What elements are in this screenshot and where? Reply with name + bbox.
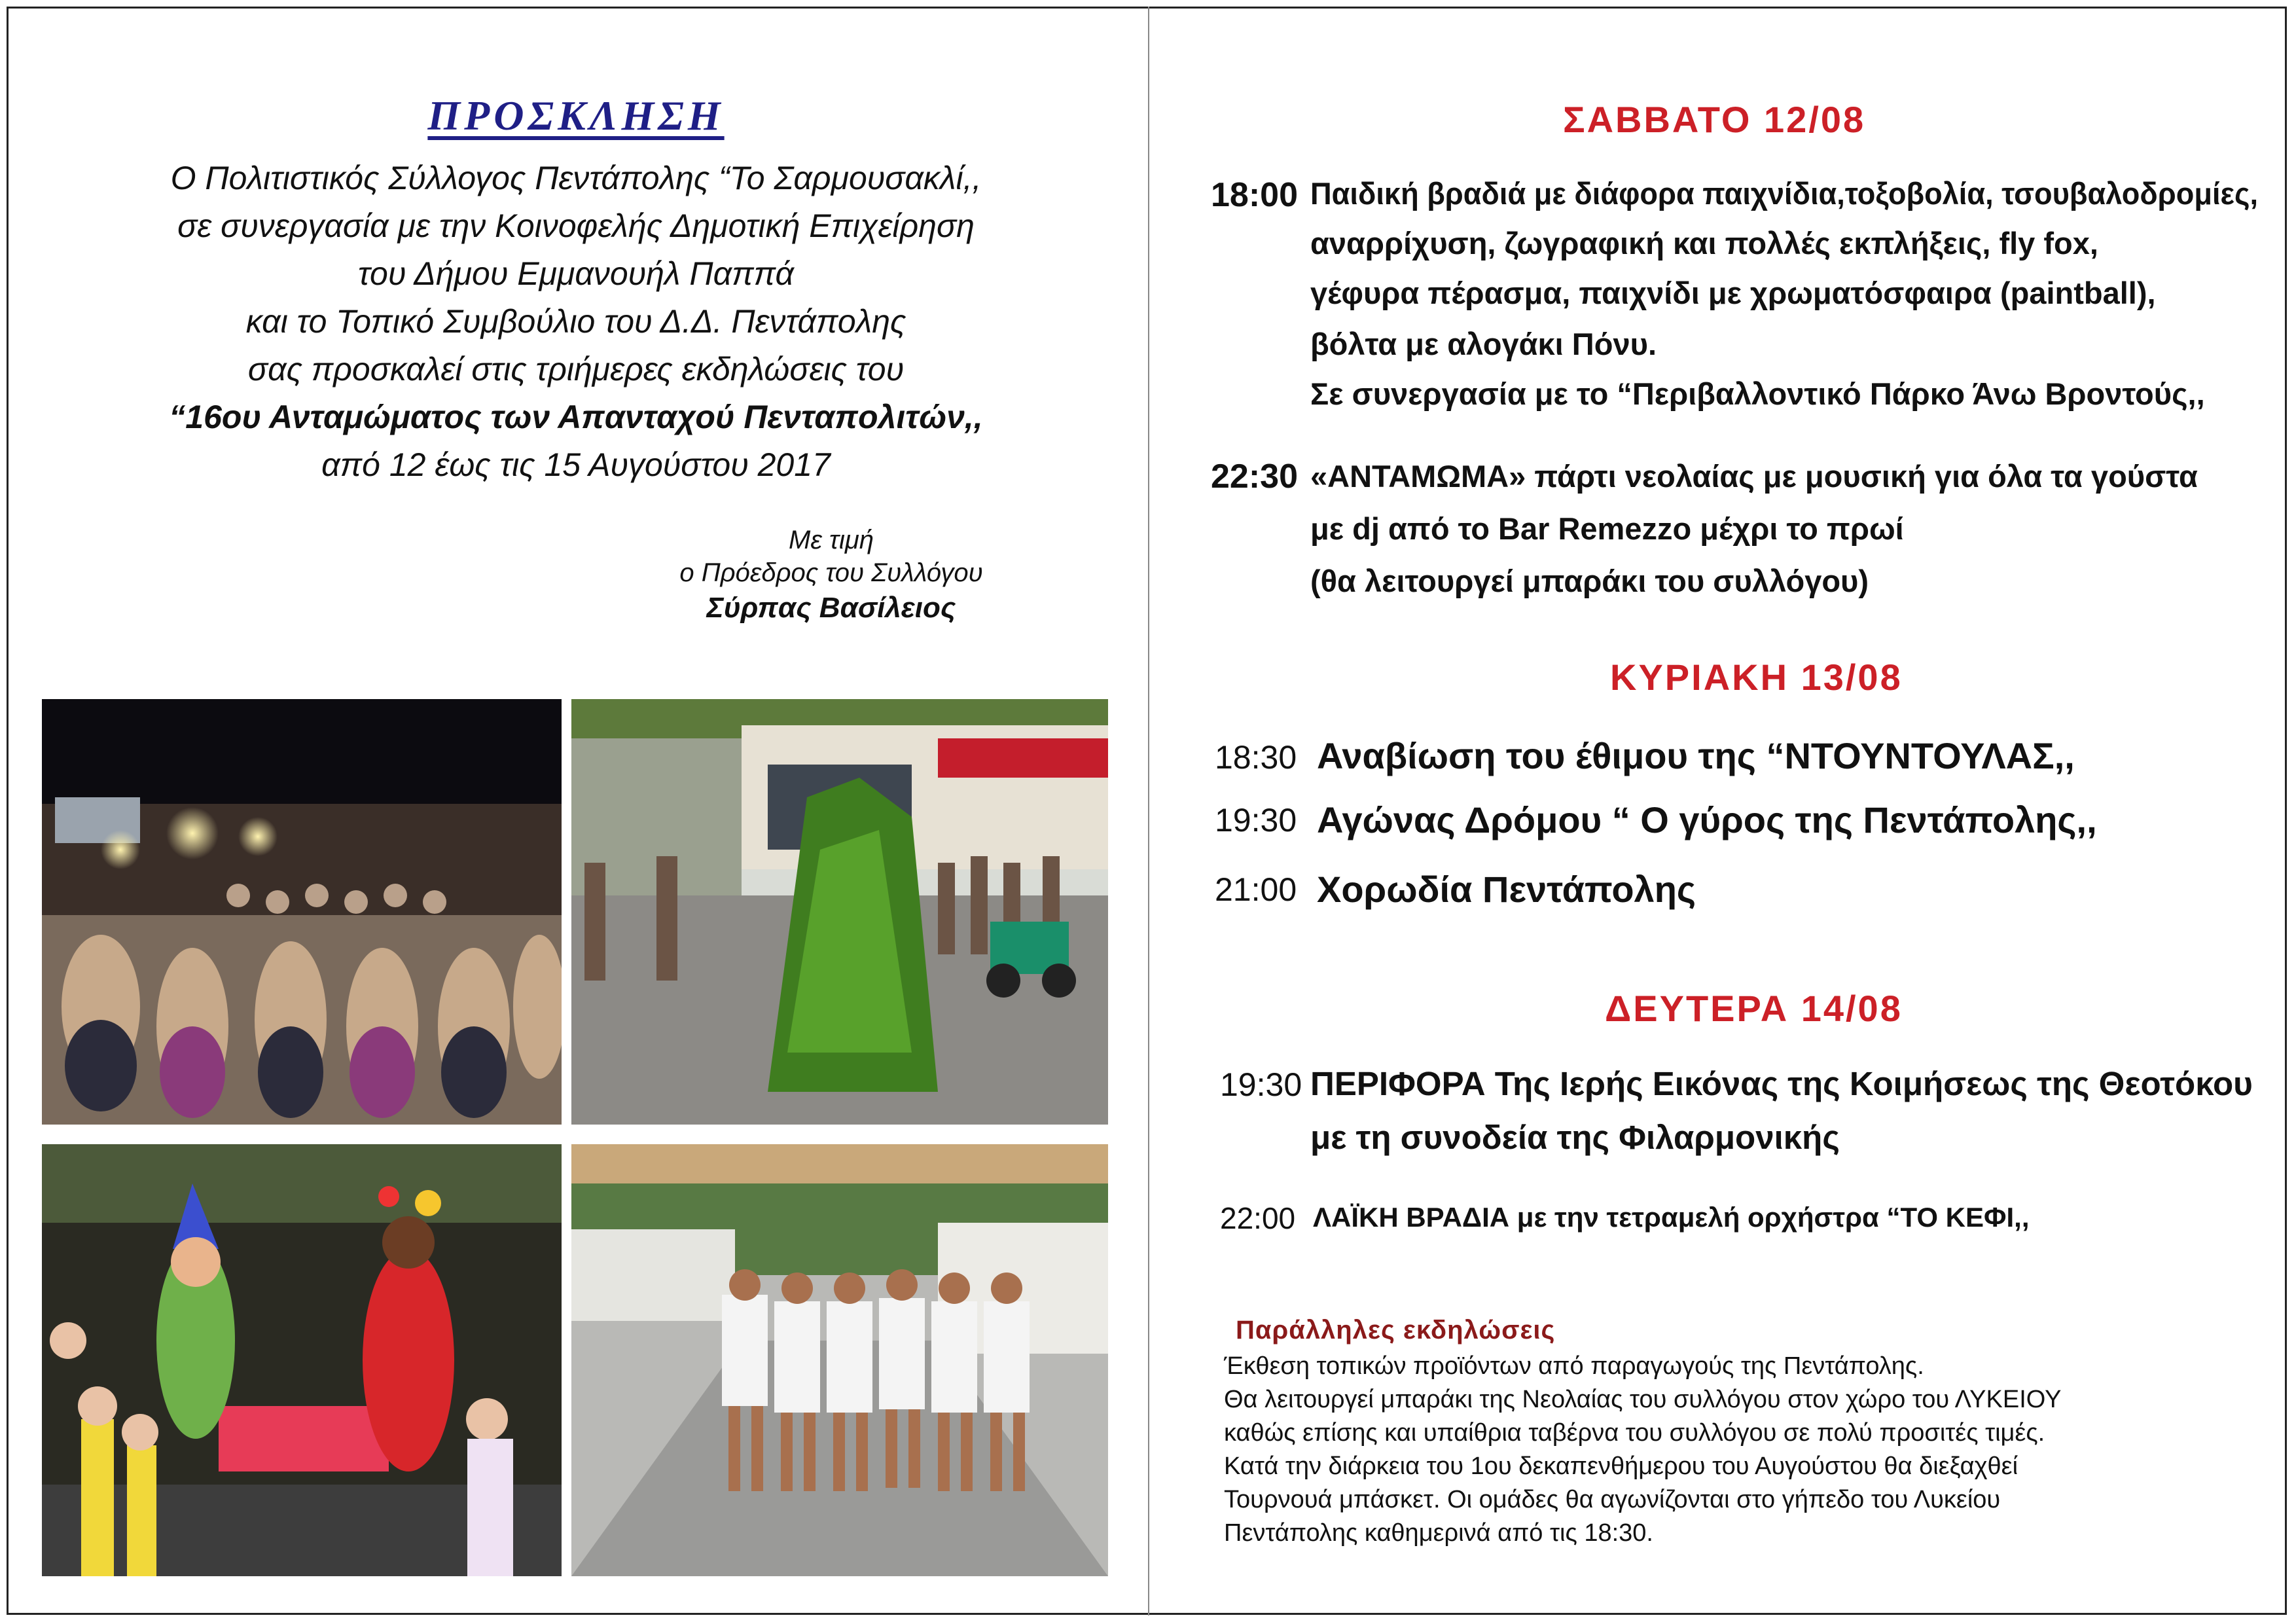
invitation-line-1: Ο Πολιτιστικός Σύλλογος Πεντάπολης “Το Σαρμουσακλί,,: [170, 160, 982, 196]
invitation-line-2: σε συνεργασία με την Κοινοφελής Δημοτική Επιχείρηση: [177, 208, 975, 244]
event-time: 18:30: [1215, 739, 1297, 776]
parallel-events-title: Παράλληλες εκδηλώσεις: [1236, 1316, 1556, 1344]
invitation-line-3: του Δήμου Εμμανουήλ Παππά: [358, 255, 794, 292]
event-title: Χορωδία Πεντάπολης: [1317, 869, 1696, 910]
event-time: 22:30: [1211, 458, 1298, 496]
parallel-line: Κατά την διάρκεια του 1ου δεκαπενθήμερου του Αυγούστου θα διεξαχθεί: [1224, 1453, 2018, 1480]
invitation-line-5: σας προσκαλεί στις τριήμερες εκδηλώσεις του: [247, 351, 905, 388]
parallel-line: Τουρνουά μπάσκετ. Οι ομάδες θα αγωνίζονται στο γήπεδο του Λυκείου: [1224, 1486, 2001, 1513]
event-line: ΠΕΡΙΦΟΡΑ Της Ιερής Εικόνας της Κοιμήσεως της Θεοτόκου: [1310, 1065, 2253, 1102]
event-title: Αναβίωση του έθιμου της “ΝΤΟΥΝΤΟΥΛΑΣ,,: [1317, 735, 2075, 776]
invitation-line-6: “16ου Ανταμώματος των Απανταχού Πενταπολιτών,,: [169, 399, 983, 435]
photo-night-dance: [42, 699, 562, 1125]
event-title: Αγώνας Δρόμου “ Ο γύρος της Πεντάπολης,,: [1317, 799, 2097, 840]
sunday-heading: ΚΥΡΙΑΚΗ 13/08: [1610, 657, 1903, 698]
signer-name: Σύρπας Βασίλειος: [706, 592, 956, 624]
event-time: 19:30: [1215, 802, 1297, 839]
invitation-block: [39, 92, 1113, 489]
signer-role: ο Πρόεδρος του Συλλόγου: [679, 558, 983, 587]
event-line: Σε συνεργασία με το “Περιβαλλοντικό Πάρκο Άνω Βροντούς,,: [1310, 376, 2205, 411]
event-line: (θα λειτουργεί μπαράκι του συλλόγου): [1310, 564, 1869, 598]
photo-children-clown: [42, 1144, 562, 1576]
closing: Με τιμή: [789, 526, 874, 554]
event-line: με τη συνοδεία της Φιλαρμονικής: [1310, 1119, 1840, 1156]
event-title: ΛΑΪΚΗ ΒΡΑΔΙΑ με την τετραμελή ορχήστρα “ΤΟ ΚΕΦΙ,,: [1313, 1202, 2030, 1233]
monday-heading: ΔΕΥΤΕΡΑ 14/08: [1605, 988, 1903, 1029]
saturday-heading: ΣΑΒΒΑΤΟ 12/08: [1563, 99, 1866, 140]
event-time: 18:00: [1211, 176, 1298, 214]
parallel-line: καθώς επίσης και υπαίθρια ταβέρνα του συλλόγου σε πολύ προσιτές τιμές.: [1224, 1419, 2045, 1447]
event-line: αναρρίχυση, ζωγραφική και πολλές εκπλήξεις, fly fox,: [1310, 226, 2098, 261]
parallel-events-text: [1224, 1350, 2114, 1550]
photo-ntountoulas-costume: [571, 699, 1108, 1125]
invitation-line-7: από 12 έως τις 15 Αυγούστου 2017: [321, 446, 831, 483]
event-line: βόλτα με αλογάκι Πόνυ.: [1310, 327, 1657, 361]
event-line: «ΑΝΤΑΜΩΜΑ» πάρτι νεολαίας με μουσική για όλα τα γούστα: [1310, 459, 2198, 494]
fold-line: [1148, 7, 1149, 1615]
signature-block: [589, 524, 1073, 627]
parallel-line: Θα λειτουργεί μπαράκι της Νεολαίας του συλλόγου στον χώρο του ΛΥΚΕΙΟΥ: [1224, 1386, 2062, 1413]
invitation-title: ΠΡΟΣΚΛΗΣΗ: [427, 92, 725, 139]
event-line: γέφυρα πέρασμα, παιχνίδι με χρωματόσφαιρα (paintball),: [1310, 276, 2156, 310]
event-line: με dj από το Bar Remezzo μέχρι το πρωί: [1310, 511, 1904, 546]
parallel-line: Πεντάπολης καθημερινά από τις 18:30.: [1224, 1519, 1653, 1547]
event-time: 22:00: [1220, 1201, 1296, 1235]
event-time: 21:00: [1215, 871, 1297, 908]
photo-girls-street: [571, 1144, 1108, 1576]
parallel-line: Έκθεση τοπικών προϊόντων από παραγωγούς της Πεντάπολης.: [1224, 1352, 1924, 1380]
invitation-line-4: και το Τοπικό Συμβούλιο του Δ.Δ. Πεντάπολης: [245, 303, 906, 340]
event-line: Παιδική βραδιά με διάφορα παιχνίδια,τοξοβολία, τσουβαλοδρομίες,: [1310, 176, 2258, 211]
event-time: 19:30: [1220, 1066, 1302, 1103]
